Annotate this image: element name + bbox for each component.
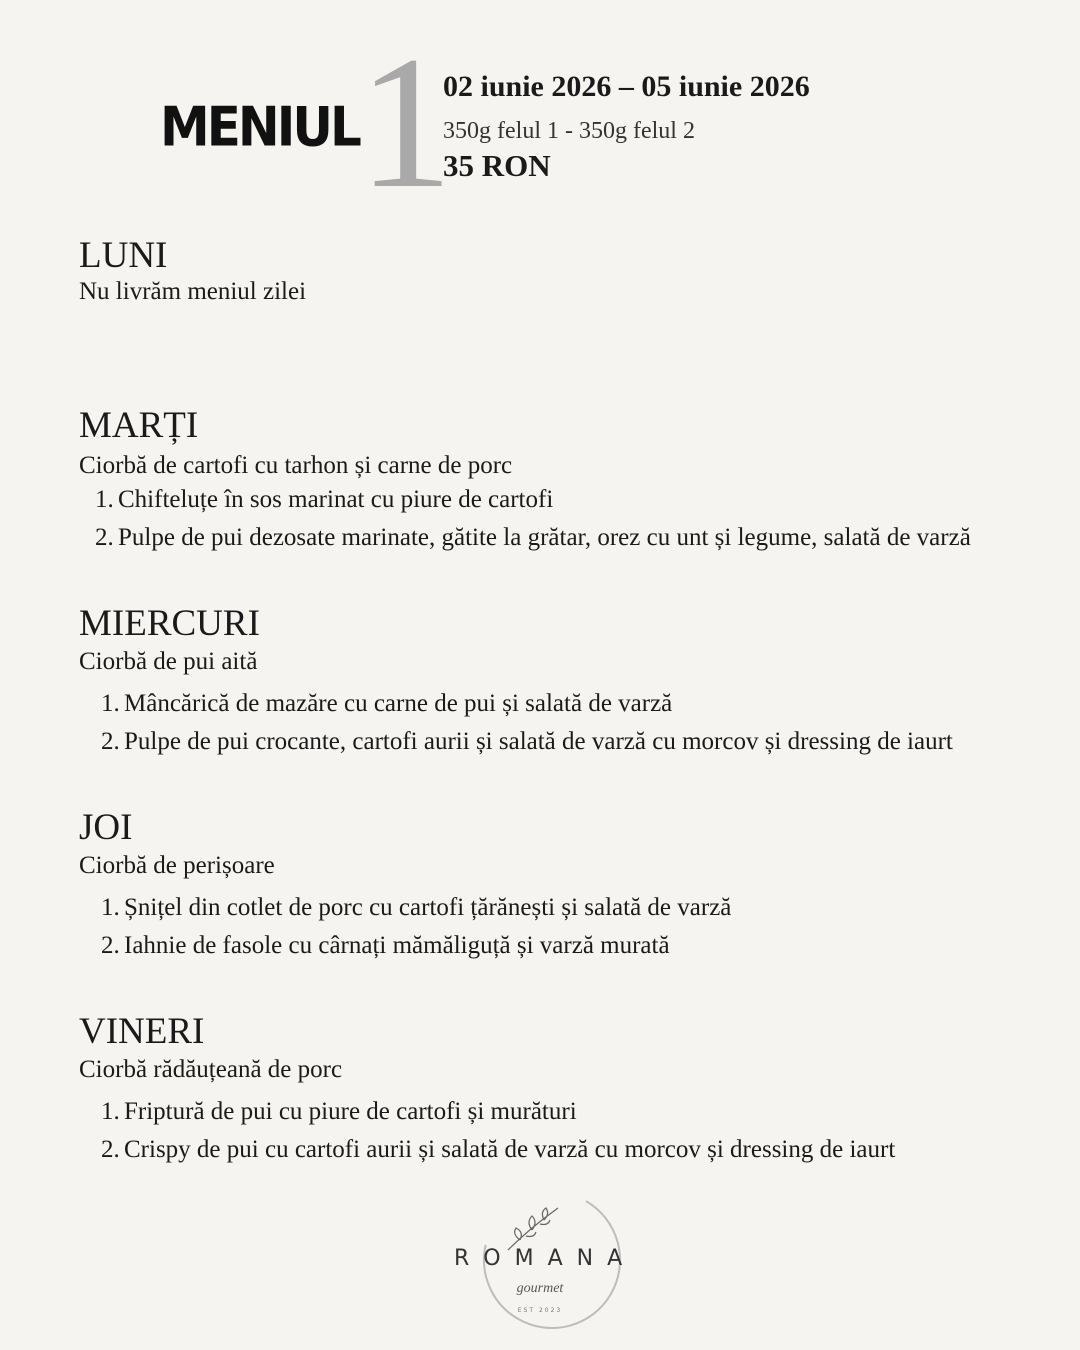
item-number: 1. bbox=[95, 486, 114, 513]
item-number: 2. bbox=[101, 1136, 120, 1163]
item-text: Șnițel din cotlet de porc cu cartofi țărănești și salată de varză bbox=[124, 894, 732, 921]
menu-price: 35 RON bbox=[443, 148, 551, 183]
soup-item: Ciorbă de cartofi cu tarhon și carne de porc bbox=[79, 452, 513, 479]
main-course-list bbox=[79, 1094, 1009, 1168]
day-name: LUNI bbox=[79, 235, 168, 276]
main-course-item bbox=[79, 520, 1009, 556]
main-course-item bbox=[79, 1132, 1009, 1168]
day-marti bbox=[79, 406, 1009, 556]
main-course-item bbox=[79, 928, 1009, 964]
logo-script-text: gourmet bbox=[516, 1281, 564, 1296]
item-number: 1. bbox=[101, 1098, 120, 1125]
soup-item: Ciorbă rădăuțeană de porc bbox=[79, 1056, 343, 1083]
item-text: Chifteluțe în sos marinat cu piure de cartofi bbox=[118, 486, 554, 513]
day-luni bbox=[79, 236, 306, 308]
menu-portions: 350g felul 1 - 350g felul 2 bbox=[443, 118, 695, 144]
item-text: Crispy de pui cu cartofi aurii și salată de varză cu morcov și dressing de iaurt bbox=[124, 1136, 896, 1163]
menu-header bbox=[0, 0, 1080, 228]
main-course-list bbox=[79, 482, 1009, 556]
menu-date-range: 02 iunie 2026 – 05 iunie 2026 bbox=[443, 70, 810, 103]
item-text: Iahnie de fasole cu cârnați mămăliguță și varză murată bbox=[124, 932, 670, 959]
item-number: 2. bbox=[95, 524, 114, 551]
item-text: Friptură de pui cu piure de cartofi și murături bbox=[124, 1098, 577, 1125]
day-miercuri bbox=[79, 604, 994, 760]
day-joi bbox=[79, 808, 1009, 964]
main-course-item bbox=[79, 686, 994, 722]
main-course-list bbox=[79, 686, 994, 760]
item-number: 1. bbox=[101, 690, 120, 717]
main-course-item bbox=[79, 890, 1009, 926]
main-course-list bbox=[79, 890, 1009, 964]
item-text: Pulpe de pui dezosate marinate, gătite la grătar, orez cu unt și legume, salată de varză bbox=[118, 524, 971, 551]
main-course-item bbox=[79, 1094, 1009, 1130]
main-course-item bbox=[79, 724, 994, 760]
item-number: 1. bbox=[101, 894, 120, 921]
day-name: JOI bbox=[79, 807, 133, 848]
day-name: VINERI bbox=[79, 1011, 205, 1052]
day-note: Nu livrăm meniul zilei bbox=[79, 278, 307, 305]
item-number: 2. bbox=[101, 728, 120, 755]
item-text: Pulpe de pui crocante, cartofi aurii și salată de varză cu morcov și dressing de iaurt bbox=[124, 728, 953, 755]
item-text: Mâncărică de mazăre cu carne de pui și salată de varză bbox=[124, 690, 673, 717]
leaf-sprig-icon bbox=[508, 1208, 558, 1250]
soup-item: Ciorbă de pui aită bbox=[79, 648, 258, 675]
soup-item: Ciorbă de perișoare bbox=[79, 852, 275, 879]
main-course-item bbox=[79, 482, 1009, 518]
menu-number: 1 bbox=[358, 18, 453, 228]
menu-title: MENIUL bbox=[160, 96, 359, 159]
day-name: MIERCURI bbox=[79, 603, 260, 644]
day-name: MARȚI bbox=[79, 405, 199, 446]
logo-est-text: EST 2023 bbox=[517, 1307, 563, 1314]
logo-brand-text: ROMANA bbox=[454, 1246, 637, 1271]
item-number: 2. bbox=[101, 932, 120, 959]
day-vineri bbox=[79, 1012, 1009, 1168]
